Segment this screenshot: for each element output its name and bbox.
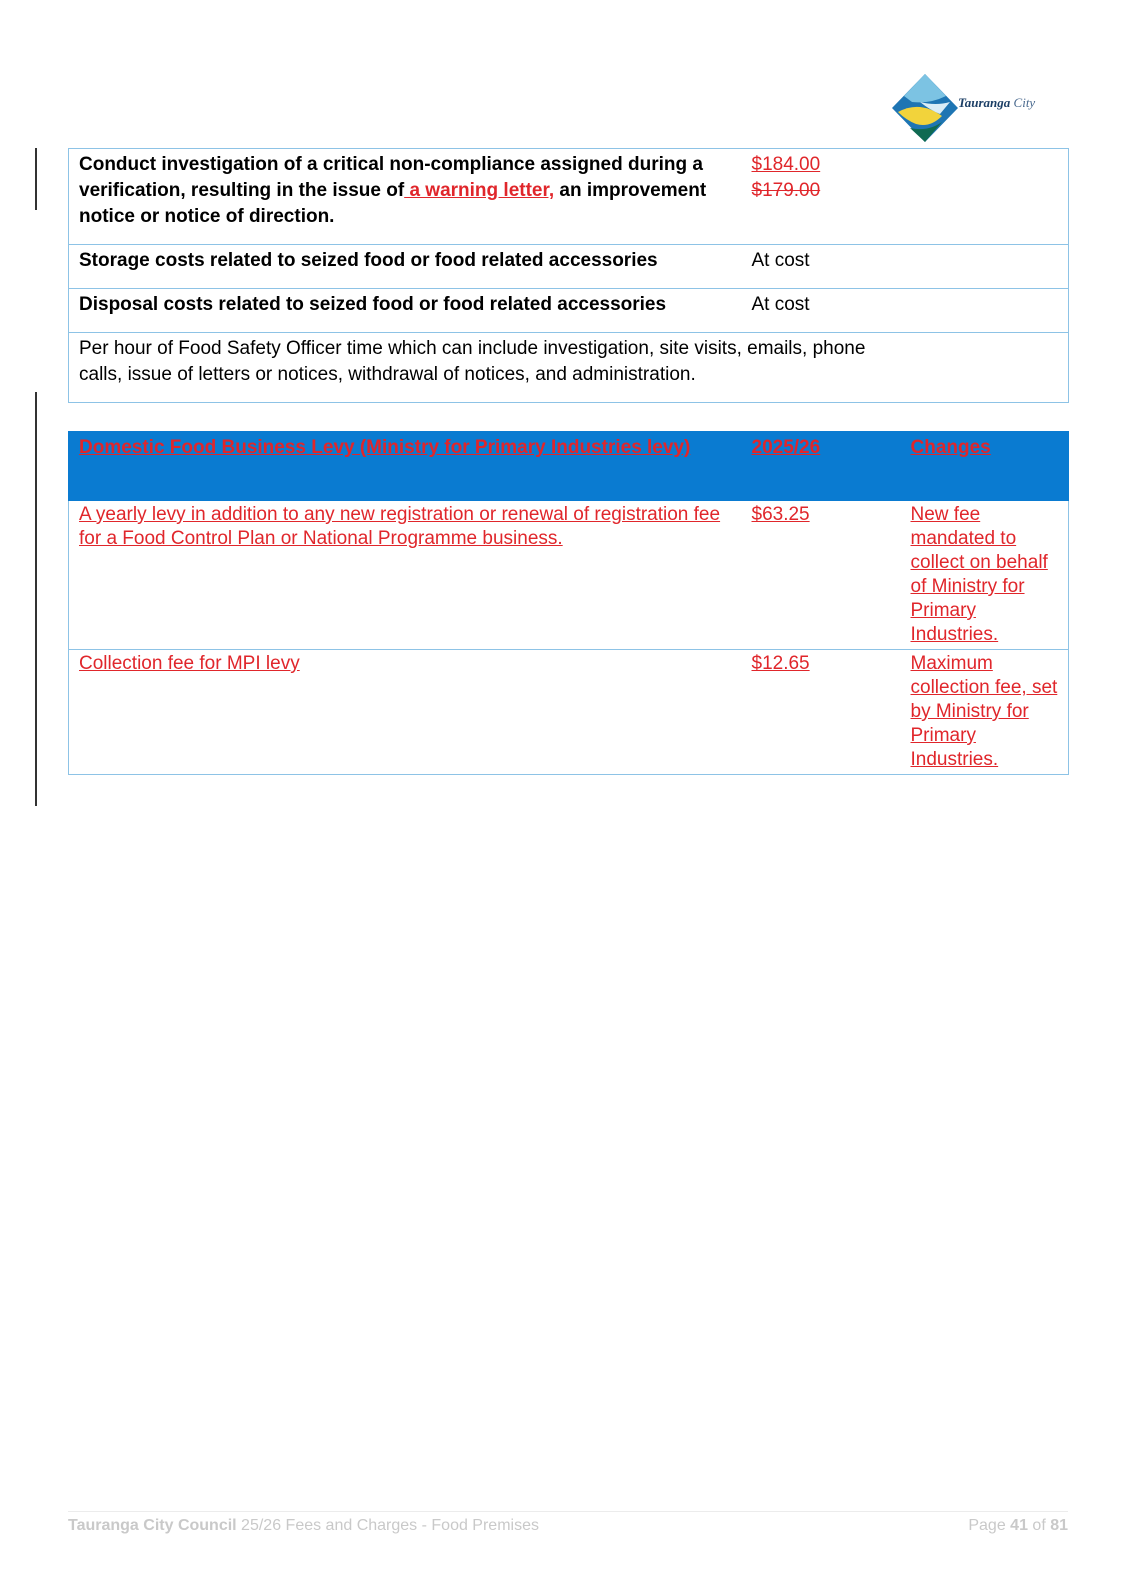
fee-amount: $63.25	[742, 501, 901, 650]
logo-wordmark: Tauranga City	[958, 95, 1036, 110]
footer-page-number: Page 41 of 81	[968, 1517, 1068, 1534]
fee-change	[901, 245, 1069, 289]
footer-document-title: Tauranga City Council 25/26 Fees and Charges - Food Premises	[68, 1517, 539, 1534]
logo-mark-icon	[890, 72, 960, 144]
fee-change	[901, 149, 1069, 245]
header-title: Domestic Food Business Levy (Ministry for Primary Industries levy)	[69, 432, 742, 501]
page-footer	[68, 1517, 1068, 1535]
fee-new-value: $184.00	[751, 154, 821, 175]
fee-description: Conduct investigation of a critical non-compliance assigned during a verification, resulting in the issue of a warning letter, an improvement notice or notice of direction.	[69, 149, 742, 245]
fee-amount: At cost	[742, 289, 901, 333]
footer-divider	[68, 1511, 1068, 1512]
fee-description: Collection fee for MPI levy	[69, 650, 742, 775]
header-year: 2025/26	[742, 432, 901, 501]
fees-table-investigation	[68, 148, 1069, 403]
fee-change	[901, 289, 1069, 333]
fee-old-value: $179.00	[751, 180, 821, 201]
header-changes: Changes	[901, 432, 1069, 501]
fee-change: New fee mandated to collect on behalf of Ministry for Primary Industries.	[901, 501, 1069, 650]
fee-description: Per hour of Food Safety Officer time which can include investigation, site visits, emails, phone calls, issue of letters or notices, withdrawal of notices, and administration.	[69, 333, 901, 403]
table-row	[69, 333, 1069, 403]
table-row	[69, 245, 1069, 289]
fee-amount: $12.65	[742, 650, 901, 775]
revision-bar	[35, 148, 37, 210]
tauranga-city-logo	[890, 72, 1060, 144]
table-row	[69, 650, 1069, 775]
fee-amount	[742, 149, 901, 245]
revision-bar	[35, 392, 37, 806]
fee-change	[901, 333, 1069, 403]
fee-change: Maximum collection fee, set by Ministry for Primary Industries.	[901, 650, 1069, 775]
fee-description: Storage costs related to seized food or food related accessories	[69, 245, 742, 289]
table-row	[69, 149, 1069, 245]
table-row	[69, 289, 1069, 333]
table-header-row	[69, 432, 1069, 501]
table-row	[69, 501, 1069, 650]
fee-description: A yearly levy in addition to any new registration or renewal of registration fee for a Food Control Plan or National Programme business.	[69, 501, 742, 650]
fee-description: Disposal costs related to seized food or food related accessories	[69, 289, 742, 333]
fee-amount: At cost	[742, 245, 901, 289]
fees-table-mpi-levy	[68, 431, 1069, 775]
